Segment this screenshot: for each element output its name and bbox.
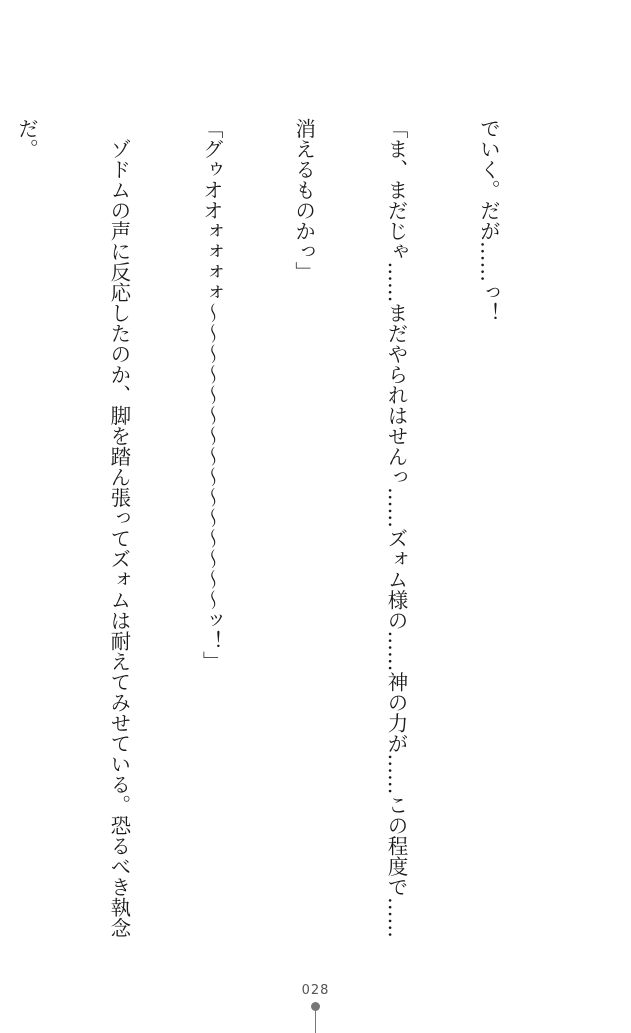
page-number: 028 xyxy=(301,983,330,998)
text-line: 「ま、まだじゃ……まだやられはせんっ……ズォム様の……神の力が……この程度で…… xyxy=(384,118,409,938)
vertical-text-body xyxy=(0,118,565,948)
page-marker-line xyxy=(315,1010,316,1033)
text-line: 「グゥオオォォォォ～～～～～～～～～～～～～～～ッ！」 xyxy=(199,118,224,672)
text-line: 消えるものかっ」 xyxy=(291,118,316,282)
text-line: でいく。だが……っ！ xyxy=(476,118,501,323)
text-line: だ。 xyxy=(14,118,39,159)
text-line: ゾドムの声に反応したのか、脚を踏ん張ってズォムは耐えてみせている。恐るべき執念 xyxy=(106,118,131,938)
